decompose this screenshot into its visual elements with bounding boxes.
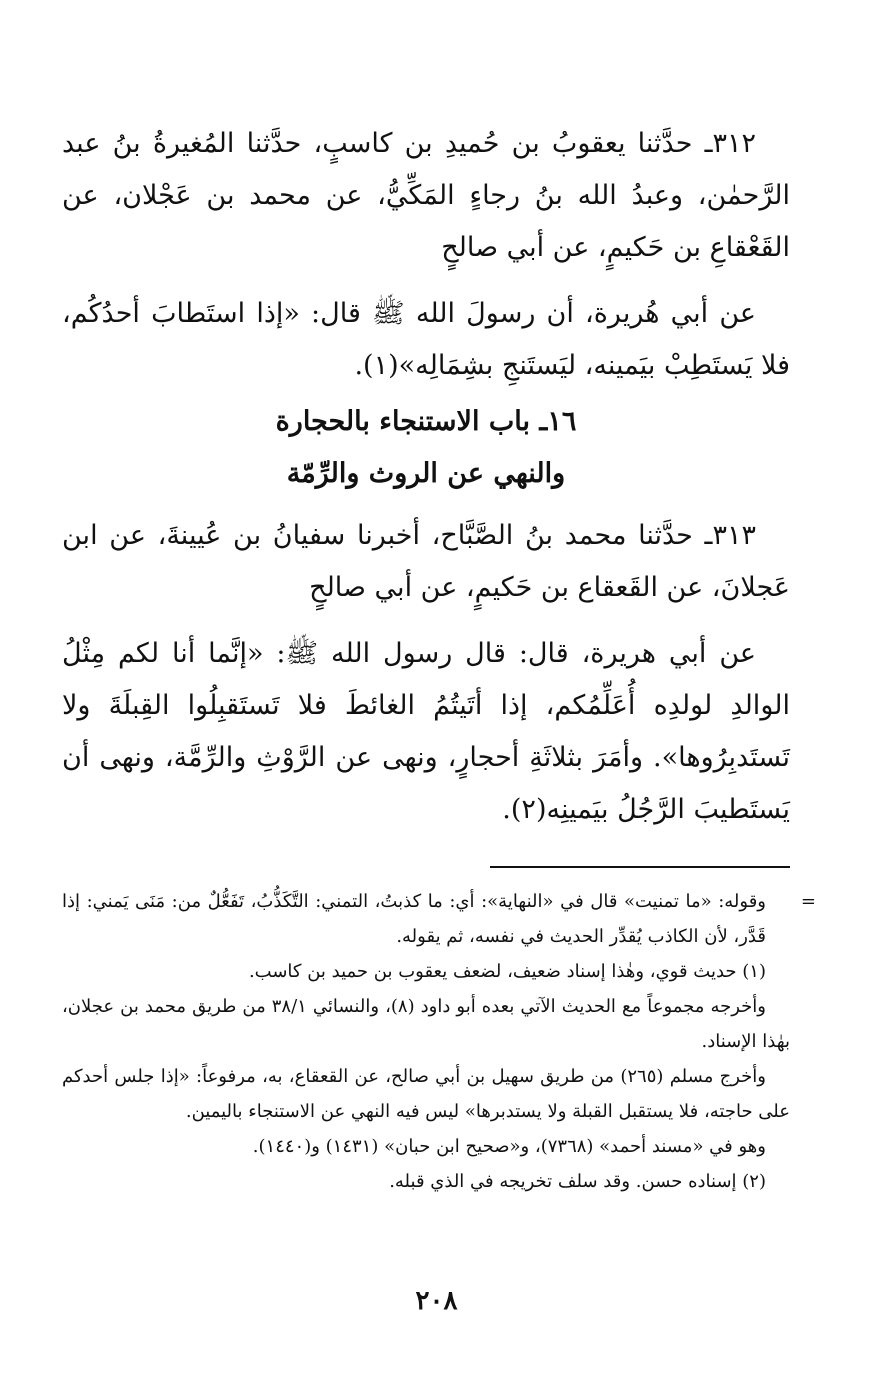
hadith-313-matn: عن أبي هريرة، قال: قال رسول الله ﷺ: «إنَّما أنا لكم مِثْلُ الوالدِ لولدِه أُعَلِّمُكم، إذا أتَيتُمُ الغائطَ فلا تَستَقبِلُوا القِبلَةَ ولا تَستَدبِرُوها». وأمَرَ بثلاثَةِ أحجارٍ، ونهى عن الرَّوْثِ والرِّمَّة، ونهى أن يَستَطيبَ الرَّجُلُ بيَمينِه(٢). [62,638,790,825]
footnotes [62,884,816,1199]
hadith-312-matn: عن أبي هُريرة، أن رسولَ الله ﷺ قال: «إذا استَطابَ أحدُكُم، فلا يَستَطِبْ بيَمينه، ليَستَنجِ بشِمَالِه»(١). [62,298,790,381]
hadith-313-isnad: ٣١٣ـ حدَّثنا محمد بنُ الصَّبَّاح، أخبرنا سفيانُ بن عُيينةَ، عن ابن عَجلانَ، عن القَعقاع بن حَكيمٍ، عن أبي صالحٍ [62,520,790,603]
footnote-1: (١) حديث قوي، وهٰذا إسناد ضعيف، لضعف يعقوب بن حميد بن كاسب. [248,961,766,982]
footnote-1-paragraph-4: وهو في «مسند أحمد» (٧٣٦٨)، و«صحيح ابن حبان» (١٤٣١) و(١٤٤٠). [252,1136,766,1157]
chapter-title-line-2: والنهي عن الروث والرِّمّة [286,458,566,489]
continuation-mark: = [800,891,816,912]
footnote-continuation [62,884,816,954]
footnote-continuation-text: وقوله: «ما تمنيت» قال في «النهاية»: أي: ما كذبتُ، التمني: التَّكَذُّبُ، تَفَعُّلٌ من: مَنَى يَمني: إذا قَدَّر، لأن الكاذب يُقدِّر الحديث في نفسه، ثم يقوله. [62,891,766,947]
chapter-heading [62,396,790,500]
footnote-1-paragraph-3: وأخرج مسلم (٢٦٥) من طريق سهيل بن أبي صالح، عن القعقاع، به، مرفوعاً: «إذا جلس أحدكم على حاجته، فلا يستقبل القبلة ولا يستدبرها» ليس فيه النهي عن الاستنجاء باليمين. [62,1066,790,1122]
main-text [62,118,790,836]
chapter-title-line-1: ١٦ـ باب الاستنجاء بالحجارة [275,406,577,437]
page-number: ٢٠٨ [415,1286,458,1316]
footnote-1-paragraph-2: وأخرجه مجموعاً مع الحديث الآتي بعده أبو داود (٨)، والنسائي ٣٨/١ من طريق محمد بن عجلان، بهٰذا الإسناد. [62,996,790,1052]
footnote-separator [490,866,790,868]
page-body [62,118,816,1199]
footnote-2: (٢) إسناده حسن. وقد سلف تخريجه في الذي قبله. [389,1171,766,1192]
hadith-312-isnad: ٣١٢ـ حدَّثنا يعقوبُ بن حُميدِ بن كاسبٍ، حدَّثنا المُغيرةُ بنُ عبد الرَّحمٰن، وعبدُ الله بنُ رجاءٍ المَكِّيُّ، عن محمد بن عَجْلان، عن القَعْقاعِ بن حَكيمٍ، عن أبي صالحٍ [62,128,790,263]
